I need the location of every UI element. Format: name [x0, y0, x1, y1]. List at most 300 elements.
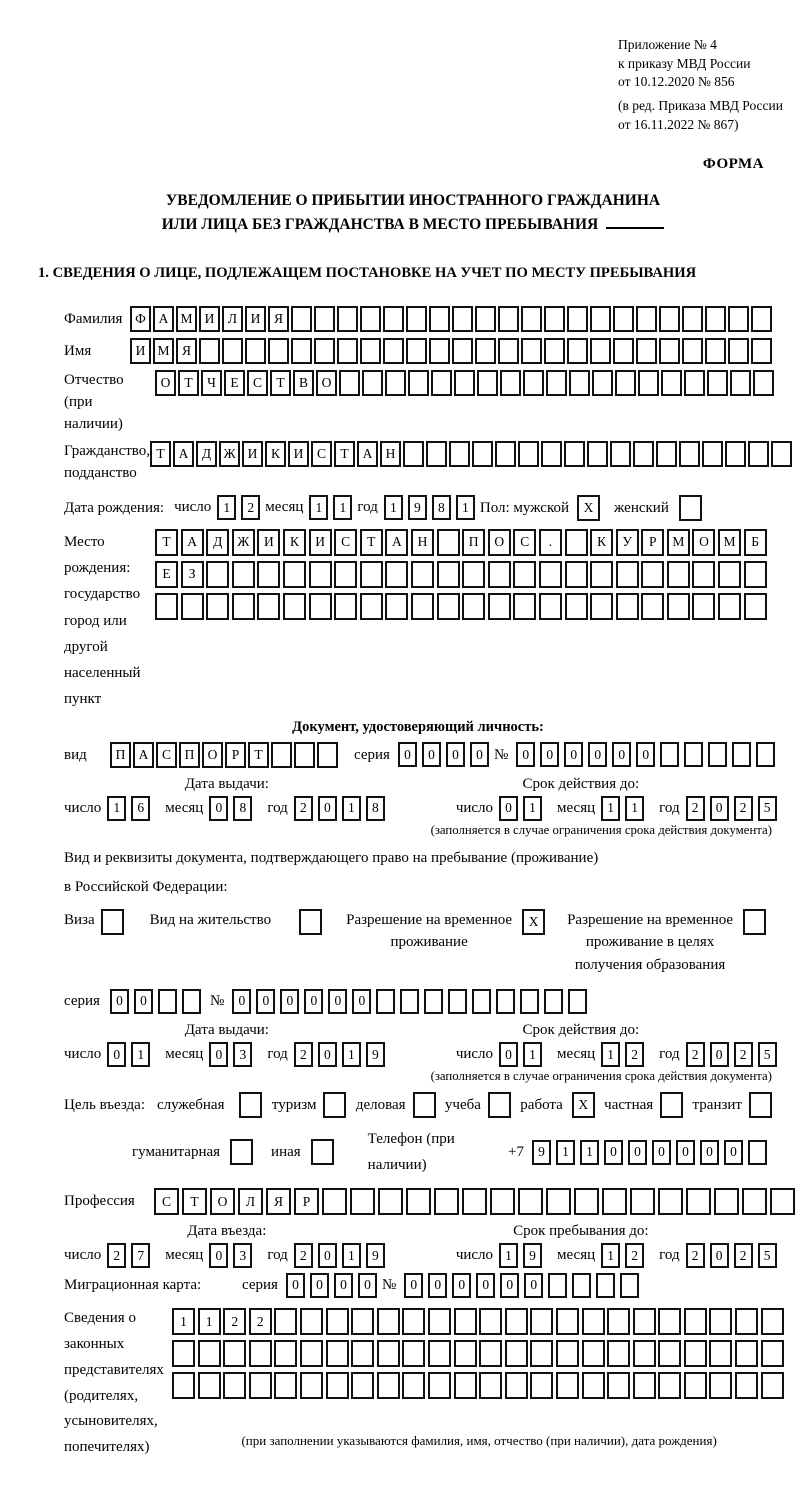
- form-cell[interactable]: [377, 1308, 400, 1335]
- form-cell[interactable]: [411, 561, 434, 588]
- doc-number-cells[interactable]: [516, 742, 780, 767]
- form-cell[interactable]: [452, 338, 473, 364]
- form-cell[interactable]: [658, 1340, 681, 1367]
- doc-series-cells[interactable]: [398, 742, 494, 767]
- form-cell[interactable]: 1: [556, 1140, 575, 1165]
- form-cell[interactable]: X: [522, 909, 545, 935]
- representatives-cells-row1[interactable]: [172, 1308, 786, 1335]
- form-cell[interactable]: [574, 1188, 599, 1215]
- form-cell[interactable]: 2: [625, 1243, 644, 1268]
- form-cell[interactable]: [314, 338, 335, 364]
- form-cell[interactable]: Т: [270, 370, 291, 396]
- form-cell[interactable]: [636, 338, 657, 364]
- form-cell[interactable]: 0: [318, 1042, 337, 1067]
- form-cell[interactable]: [705, 338, 726, 364]
- form-cell[interactable]: [406, 306, 427, 332]
- form-cell[interactable]: А: [133, 742, 154, 768]
- birth-month-cells[interactable]: [309, 495, 357, 520]
- visa-checkbox[interactable]: [101, 909, 124, 935]
- form-cell[interactable]: 1: [456, 495, 475, 520]
- form-cell[interactable]: [362, 370, 383, 396]
- form-cell[interactable]: [660, 1092, 683, 1118]
- form-cell[interactable]: [182, 989, 201, 1014]
- form-cell[interactable]: [660, 742, 679, 767]
- form-cell[interactable]: [567, 306, 588, 332]
- form-cell[interactable]: [249, 1340, 272, 1367]
- form-cell[interactable]: [300, 1308, 323, 1335]
- form-cell[interactable]: [582, 1308, 605, 1335]
- form-cell[interactable]: [707, 370, 728, 396]
- form-cell[interactable]: [475, 338, 496, 364]
- form-cell[interactable]: [274, 1372, 297, 1399]
- birth-day-cells[interactable]: [217, 495, 265, 520]
- form-cell[interactable]: [749, 1092, 772, 1118]
- form-cell[interactable]: [351, 1372, 374, 1399]
- form-cell[interactable]: [400, 989, 419, 1014]
- form-cell[interactable]: 0: [564, 742, 583, 767]
- form-cell[interactable]: [616, 593, 639, 620]
- form-cell[interactable]: [376, 989, 395, 1014]
- form-cell[interactable]: [271, 742, 292, 768]
- form-cell[interactable]: [742, 1188, 767, 1215]
- form-cell[interactable]: [633, 1372, 656, 1399]
- form-cell[interactable]: Ч: [201, 370, 222, 396]
- form-cell[interactable]: 2: [625, 1042, 644, 1067]
- form-cell[interactable]: [616, 561, 639, 588]
- form-cell[interactable]: 0: [710, 1243, 729, 1268]
- form-cell[interactable]: [709, 1372, 732, 1399]
- form-cell[interactable]: Е: [224, 370, 245, 396]
- form-cell[interactable]: У: [616, 529, 639, 556]
- representatives-cells-row3[interactable]: [172, 1372, 786, 1399]
- form-cell[interactable]: А: [173, 441, 194, 467]
- form-cell[interactable]: 1: [107, 796, 126, 821]
- form-cell[interactable]: О: [202, 742, 223, 768]
- form-cell[interactable]: 2: [294, 1243, 313, 1268]
- form-cell[interactable]: [428, 1340, 451, 1367]
- form-cell[interactable]: [495, 441, 516, 467]
- form-cell[interactable]: 0: [700, 1140, 719, 1165]
- form-cell[interactable]: [684, 1308, 707, 1335]
- form-cell[interactable]: Р: [641, 529, 664, 556]
- entry-day-cells[interactable]: [107, 1243, 155, 1268]
- form-cell[interactable]: П: [462, 529, 485, 556]
- form-cell[interactable]: [448, 989, 467, 1014]
- form-cell[interactable]: [564, 441, 585, 467]
- form-cell[interactable]: [257, 593, 280, 620]
- form-cell[interactable]: [326, 1372, 349, 1399]
- form-cell[interactable]: 0: [256, 989, 275, 1014]
- form-cell[interactable]: [613, 306, 634, 332]
- residence-issue-year-cells[interactable]: [294, 1042, 390, 1067]
- form-cell[interactable]: [679, 441, 700, 467]
- form-cell[interactable]: [684, 1372, 707, 1399]
- form-cell[interactable]: [383, 338, 404, 364]
- form-cell[interactable]: 0: [318, 796, 337, 821]
- doc-expiry-day-cells[interactable]: [499, 796, 547, 821]
- form-cell[interactable]: [274, 1308, 297, 1335]
- form-cell[interactable]: [449, 441, 470, 467]
- form-cell[interactable]: [360, 561, 383, 588]
- form-cell[interactable]: [222, 338, 243, 364]
- form-cell[interactable]: [360, 593, 383, 620]
- form-cell[interactable]: [718, 593, 741, 620]
- form-cell[interactable]: [411, 593, 434, 620]
- form-cell[interactable]: [101, 909, 124, 935]
- form-cell[interactable]: [454, 1372, 477, 1399]
- form-cell[interactable]: И: [288, 441, 309, 467]
- form-cell[interactable]: [667, 593, 690, 620]
- form-cell[interactable]: [462, 561, 485, 588]
- form-cell[interactable]: М: [153, 338, 174, 364]
- form-cell[interactable]: 9: [532, 1140, 551, 1165]
- form-cell[interactable]: 8: [432, 495, 451, 520]
- form-cell[interactable]: С: [513, 529, 536, 556]
- form-cell[interactable]: [299, 909, 322, 935]
- form-cell[interactable]: 0: [516, 742, 535, 767]
- form-cell[interactable]: 0: [500, 1273, 519, 1298]
- form-cell[interactable]: [596, 1273, 615, 1298]
- firstname-cells[interactable]: [130, 338, 774, 364]
- form-cell[interactable]: [728, 338, 749, 364]
- form-cell[interactable]: 2: [686, 1042, 705, 1067]
- form-cell[interactable]: 9: [366, 1042, 385, 1067]
- form-cell[interactable]: [230, 1139, 253, 1165]
- form-cell[interactable]: [383, 306, 404, 332]
- form-cell[interactable]: [291, 306, 312, 332]
- form-cell[interactable]: 1: [342, 1243, 361, 1268]
- form-cell[interactable]: [300, 1372, 323, 1399]
- form-cell[interactable]: 1: [601, 796, 620, 821]
- form-cell[interactable]: С: [311, 441, 332, 467]
- form-cell[interactable]: [568, 989, 587, 1014]
- form-cell[interactable]: 0: [232, 989, 251, 1014]
- form-cell[interactable]: Л: [238, 1188, 263, 1215]
- form-cell[interactable]: 0: [470, 742, 489, 767]
- form-cell[interactable]: С: [247, 370, 268, 396]
- form-cell[interactable]: А: [153, 306, 174, 332]
- form-cell[interactable]: Н: [411, 529, 434, 556]
- form-cell[interactable]: [692, 561, 715, 588]
- birth-year-cells[interactable]: [384, 495, 480, 520]
- form-cell[interactable]: [496, 989, 515, 1014]
- form-cell[interactable]: И: [257, 529, 280, 556]
- form-cell[interactable]: 5: [758, 1243, 777, 1268]
- form-cell[interactable]: Н: [380, 441, 401, 467]
- form-cell[interactable]: [630, 1188, 655, 1215]
- form-cell[interactable]: [488, 1092, 511, 1118]
- form-cell[interactable]: [751, 338, 772, 364]
- form-cell[interactable]: О: [488, 529, 511, 556]
- form-cell[interactable]: 0: [524, 1273, 543, 1298]
- form-cell[interactable]: [402, 1340, 425, 1367]
- form-cell[interactable]: [523, 370, 544, 396]
- form-cell[interactable]: [488, 593, 511, 620]
- form-cell[interactable]: 0: [110, 989, 129, 1014]
- form-cell[interactable]: [530, 1308, 553, 1335]
- form-cell[interactable]: П: [110, 742, 131, 768]
- form-cell[interactable]: .: [539, 529, 562, 556]
- form-cell[interactable]: [684, 370, 705, 396]
- form-cell[interactable]: [513, 561, 536, 588]
- form-cell[interactable]: 0: [612, 742, 631, 767]
- form-cell[interactable]: С: [334, 529, 357, 556]
- doc-issue-day-cells[interactable]: [107, 796, 155, 821]
- form-cell[interactable]: 2: [734, 796, 753, 821]
- form-cell[interactable]: И: [130, 338, 151, 364]
- form-cell[interactable]: Т: [360, 529, 383, 556]
- form-cell[interactable]: 2: [241, 495, 260, 520]
- form-cell[interactable]: X: [572, 1092, 595, 1118]
- form-cell[interactable]: [378, 1188, 403, 1215]
- purpose-service-checkbox[interactable]: [239, 1092, 262, 1118]
- form-cell[interactable]: 1: [172, 1308, 195, 1335]
- form-cell[interactable]: [158, 989, 177, 1014]
- form-cell[interactable]: [408, 370, 429, 396]
- form-cell[interactable]: [679, 495, 702, 521]
- doc-issue-month-cells[interactable]: [209, 796, 257, 821]
- form-cell[interactable]: [638, 370, 659, 396]
- form-cell[interactable]: [661, 370, 682, 396]
- form-cell[interactable]: [735, 1308, 758, 1335]
- form-cell[interactable]: [770, 1188, 795, 1215]
- form-cell[interactable]: [658, 1372, 681, 1399]
- form-cell[interactable]: [475, 306, 496, 332]
- form-cell[interactable]: 1: [342, 796, 361, 821]
- form-cell[interactable]: [434, 1188, 459, 1215]
- form-cell[interactable]: [452, 306, 473, 332]
- form-cell[interactable]: [684, 1340, 707, 1367]
- form-cell[interactable]: [539, 593, 562, 620]
- form-cell[interactable]: П: [179, 742, 200, 768]
- form-cell[interactable]: [428, 1372, 451, 1399]
- form-cell[interactable]: [572, 1273, 591, 1298]
- form-cell[interactable]: 0: [107, 1042, 126, 1067]
- form-cell[interactable]: [539, 561, 562, 588]
- doc-expiry-year-cells[interactable]: [686, 796, 782, 821]
- form-cell[interactable]: 8: [366, 796, 385, 821]
- sex-female-checkbox[interactable]: [679, 495, 702, 521]
- form-cell[interactable]: [659, 338, 680, 364]
- form-cell[interactable]: [590, 593, 613, 620]
- purpose-private-checkbox[interactable]: [660, 1092, 683, 1118]
- form-cell[interactable]: [377, 1340, 400, 1367]
- form-cell[interactable]: [402, 1372, 425, 1399]
- form-cell[interactable]: 1: [601, 1243, 620, 1268]
- form-cell[interactable]: [323, 1092, 346, 1118]
- form-cell[interactable]: К: [283, 529, 306, 556]
- form-cell[interactable]: 3: [233, 1042, 252, 1067]
- form-cell[interactable]: [520, 989, 539, 1014]
- form-cell[interactable]: [245, 338, 266, 364]
- form-cell[interactable]: [479, 1372, 502, 1399]
- form-cell[interactable]: Т: [248, 742, 269, 768]
- stay-year-cells[interactable]: [686, 1243, 782, 1268]
- stay-month-cells[interactable]: [601, 1243, 649, 1268]
- form-cell[interactable]: С: [154, 1188, 179, 1215]
- purpose-tourism-checkbox[interactable]: [323, 1092, 346, 1118]
- form-cell[interactable]: [518, 441, 539, 467]
- form-cell[interactable]: [569, 370, 590, 396]
- form-cell[interactable]: [748, 1140, 767, 1165]
- form-cell[interactable]: [322, 1188, 347, 1215]
- form-cell[interactable]: [530, 1372, 553, 1399]
- form-cell[interactable]: [402, 1308, 425, 1335]
- form-cell[interactable]: [317, 742, 338, 768]
- form-cell[interactable]: 2: [294, 1042, 313, 1067]
- form-cell[interactable]: [350, 1188, 375, 1215]
- form-cell[interactable]: [385, 593, 408, 620]
- form-cell[interactable]: X: [577, 495, 600, 521]
- residence-expiry-month-cells[interactable]: [601, 1042, 649, 1067]
- form-cell[interactable]: [590, 561, 613, 588]
- form-cell[interactable]: [300, 1340, 323, 1367]
- form-cell[interactable]: 2: [107, 1243, 126, 1268]
- form-cell[interactable]: [592, 370, 613, 396]
- form-cell[interactable]: [505, 1372, 528, 1399]
- form-cell[interactable]: 0: [499, 1042, 518, 1067]
- form-cell[interactable]: [172, 1340, 195, 1367]
- form-cell[interactable]: [692, 593, 715, 620]
- form-cell[interactable]: 0: [652, 1140, 671, 1165]
- form-cell[interactable]: 0: [318, 1243, 337, 1268]
- form-cell[interactable]: 0: [499, 796, 518, 821]
- form-cell[interactable]: А: [181, 529, 204, 556]
- form-cell[interactable]: 1: [198, 1308, 221, 1335]
- form-cell[interactable]: 0: [358, 1273, 377, 1298]
- form-cell[interactable]: Д: [196, 441, 217, 467]
- form-cell[interactable]: [326, 1308, 349, 1335]
- form-cell[interactable]: [761, 1372, 784, 1399]
- form-cell[interactable]: М: [718, 529, 741, 556]
- form-cell[interactable]: И: [242, 441, 263, 467]
- form-cell[interactable]: [488, 561, 511, 588]
- form-cell[interactable]: [633, 1340, 656, 1367]
- purpose-humanitarian-checkbox[interactable]: [230, 1139, 253, 1165]
- form-cell[interactable]: [682, 338, 703, 364]
- birthplace-cells-row2[interactable]: [155, 561, 769, 588]
- doc-expiry-month-cells[interactable]: [601, 796, 649, 821]
- form-cell[interactable]: [544, 338, 565, 364]
- form-cell[interactable]: [437, 593, 460, 620]
- form-cell[interactable]: [751, 306, 772, 332]
- residence-number-cells[interactable]: [232, 989, 592, 1014]
- form-cell[interactable]: 1: [309, 495, 328, 520]
- form-cell[interactable]: [718, 561, 741, 588]
- form-cell[interactable]: [565, 529, 588, 556]
- form-cell[interactable]: [454, 370, 475, 396]
- form-cell[interactable]: [602, 1188, 627, 1215]
- form-cell[interactable]: [702, 441, 723, 467]
- edu-permit-checkbox[interactable]: [743, 909, 766, 935]
- form-cell[interactable]: [590, 338, 611, 364]
- form-cell[interactable]: 0: [676, 1140, 695, 1165]
- form-cell[interactable]: С: [156, 742, 177, 768]
- form-cell[interactable]: К: [265, 441, 286, 467]
- form-cell[interactable]: [314, 306, 335, 332]
- form-cell[interactable]: [658, 1188, 683, 1215]
- form-cell[interactable]: [513, 593, 536, 620]
- form-cell[interactable]: [730, 370, 751, 396]
- form-cell[interactable]: [659, 306, 680, 332]
- form-cell[interactable]: 0: [446, 742, 465, 767]
- form-cell[interactable]: 1: [217, 495, 236, 520]
- form-cell[interactable]: О: [155, 370, 176, 396]
- form-cell[interactable]: Л: [222, 306, 243, 332]
- form-cell[interactable]: [500, 370, 521, 396]
- form-cell[interactable]: 0: [476, 1273, 495, 1298]
- form-cell[interactable]: 0: [280, 989, 299, 1014]
- form-cell[interactable]: [728, 306, 749, 332]
- form-cell[interactable]: [462, 1188, 487, 1215]
- form-cell[interactable]: 7: [131, 1243, 150, 1268]
- form-cell[interactable]: [172, 1372, 195, 1399]
- form-cell[interactable]: [587, 441, 608, 467]
- form-cell[interactable]: [454, 1340, 477, 1367]
- form-cell[interactable]: 5: [758, 796, 777, 821]
- form-cell[interactable]: [472, 441, 493, 467]
- form-cell[interactable]: [403, 441, 424, 467]
- form-cell[interactable]: [339, 370, 360, 396]
- form-cell[interactable]: Т: [150, 441, 171, 467]
- form-cell[interactable]: [232, 593, 255, 620]
- form-cell[interactable]: 8: [233, 796, 252, 821]
- form-cell[interactable]: [223, 1340, 246, 1367]
- form-cell[interactable]: [709, 1308, 732, 1335]
- form-cell[interactable]: И: [245, 306, 266, 332]
- form-cell[interactable]: 9: [408, 495, 427, 520]
- form-cell[interactable]: [479, 1308, 502, 1335]
- form-cell[interactable]: [530, 1340, 553, 1367]
- form-cell[interactable]: [326, 1340, 349, 1367]
- purpose-transit-checkbox[interactable]: [749, 1092, 772, 1118]
- form-cell[interactable]: 2: [686, 1243, 705, 1268]
- form-cell[interactable]: Б: [744, 529, 767, 556]
- form-cell[interactable]: [462, 593, 485, 620]
- migration-series-cells[interactable]: [286, 1273, 382, 1298]
- form-cell[interactable]: 6: [131, 796, 150, 821]
- form-cell[interactable]: 0: [452, 1273, 471, 1298]
- form-cell[interactable]: И: [199, 306, 220, 332]
- form-cell[interactable]: [607, 1372, 630, 1399]
- form-cell[interactable]: М: [176, 306, 197, 332]
- form-cell[interactable]: [682, 306, 703, 332]
- form-cell[interactable]: [351, 1308, 374, 1335]
- form-cell[interactable]: [771, 441, 792, 467]
- form-cell[interactable]: [686, 1188, 711, 1215]
- form-cell[interactable]: [291, 338, 312, 364]
- form-cell[interactable]: [490, 1188, 515, 1215]
- form-cell[interactable]: [351, 1340, 374, 1367]
- form-cell[interactable]: [198, 1372, 221, 1399]
- form-cell[interactable]: [705, 306, 726, 332]
- form-cell[interactable]: [505, 1308, 528, 1335]
- form-cell[interactable]: 0: [134, 989, 153, 1014]
- representatives-cells-row2[interactable]: [172, 1340, 786, 1367]
- form-cell[interactable]: [548, 1273, 567, 1298]
- form-cell[interactable]: [582, 1340, 605, 1367]
- form-cell[interactable]: [498, 306, 519, 332]
- form-cell[interactable]: [725, 441, 746, 467]
- form-cell[interactable]: 0: [710, 1042, 729, 1067]
- form-cell[interactable]: [232, 561, 255, 588]
- form-cell[interactable]: [544, 306, 565, 332]
- form-cell[interactable]: Я: [268, 306, 289, 332]
- sex-male-checkbox[interactable]: [577, 495, 600, 521]
- form-cell[interactable]: 1: [342, 1042, 361, 1067]
- form-cell[interactable]: [744, 593, 767, 620]
- birthplace-cells-row3[interactable]: [155, 593, 769, 620]
